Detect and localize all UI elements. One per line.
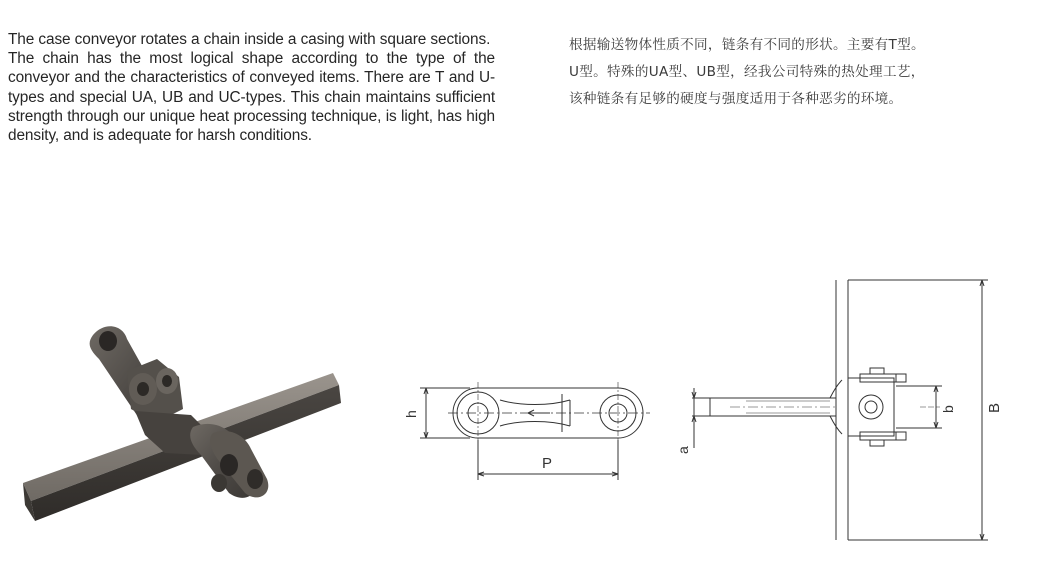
dimension-b-label: b [940, 405, 956, 413]
english-description [8, 30, 495, 145]
english-paragraph-2: The chain has the most logical shape according to the type of the conveyor and the characteristics of conveyed items. There are T and U-types and special UA, UB and UC-types. This chain maintains sufficient strength through our unique heat processing technique, is light, has high density, and is adequate for harsh conditions. [8, 50, 495, 145]
english-paragraph-1: The case conveyor rotates a chain inside a casing with square sections. [8, 31, 491, 48]
chinese-description [569, 32, 1009, 113]
dimension-p-label: P [542, 455, 553, 472]
chinese-line-2: U型。特殊的UA型、UB型，经我公司特殊的热处理工艺， [569, 64, 925, 80]
chinese-line-3: 该种链条有足够的硬度与强度适用于各种恶劣的环境。 [569, 91, 903, 107]
dimension-h-label: h [403, 410, 419, 418]
chain-product-photo [15, 315, 365, 535]
chain-link-side-view-drawing [400, 370, 660, 490]
chinese-line-1: 根据输送物体性质不同，链条有不同的形状。主要有T型。 [569, 37, 925, 53]
dimension-a-label: a [675, 446, 691, 454]
dimension-B-label: B [986, 402, 1003, 413]
chain-casing-front-view-drawing [670, 270, 1010, 550]
